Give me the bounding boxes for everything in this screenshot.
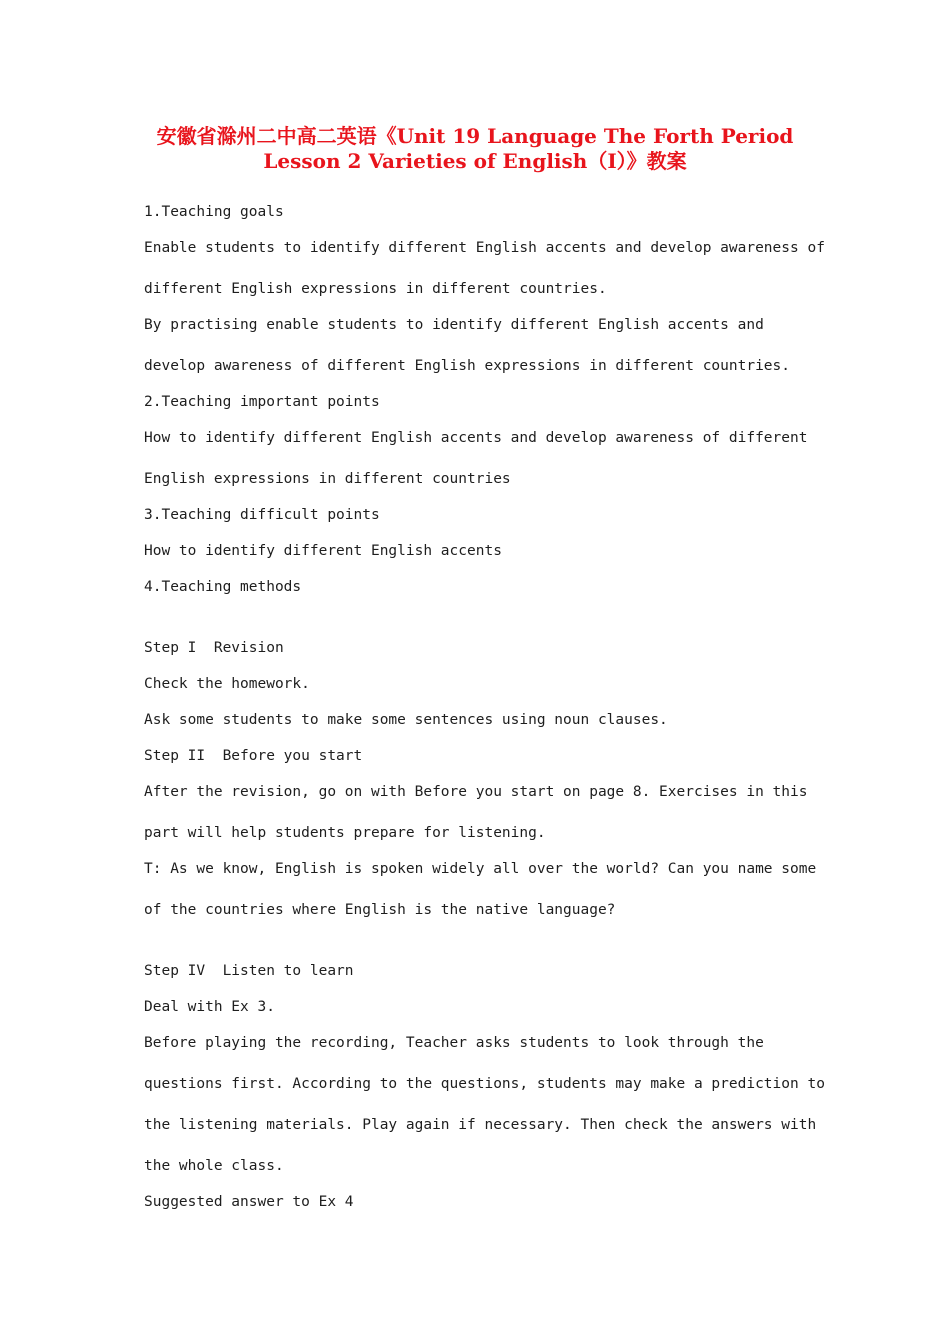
paragraph-line: develop awareness of different English expressions in different countries. [144,358,791,374]
paragraph-line: After the revision, go on with Before you start on page 8. Exercises in this [144,784,808,800]
heading-difficult-points: 3.Teaching difficult points [144,507,380,523]
paragraph-line: Enable students to identify different English accents and develop awareness of [144,240,825,256]
paragraph-line: the whole class. [144,1158,284,1174]
document-title-line-1: 安徽省滁州二中高二英语《Unit 19 Language The Forth Period [156,124,794,148]
step-heading-listen-to-learn: Step IV Listen to learn [144,963,354,979]
document-title-line-2: Lesson 2 Varieties of English（I）》教案 [263,149,687,173]
paragraph-line: Suggested answer to Ex 4 [144,1194,354,1210]
paragraph-line: Check the homework. [144,676,310,692]
step-heading-revision: Step I Revision [144,640,284,656]
paragraph-line: T: As we know, English is spoken widely all over the world? Can you name some [144,861,817,877]
paragraph-line: Before playing the recording, Teacher asks students to look through the [144,1035,764,1051]
paragraph-line: the listening materials. Play again if necessary. Then check the answers with [144,1117,817,1133]
heading-teaching-goals: 1.Teaching goals [144,204,284,220]
paragraph-line: questions first. According to the questions, students may make a prediction to [144,1076,825,1092]
paragraph-line: How to identify different English accents [144,543,502,559]
paragraph-line: Ask some students to make some sentences using noun clauses. [144,712,668,728]
paragraph-line: Deal with Ex 3. [144,999,275,1015]
paragraph-line: How to identify different English accents and develop awareness of different [144,430,808,446]
paragraph-line: English expressions in different countries [144,471,511,487]
paragraph-line: By practising enable students to identify different English accents and [144,317,764,333]
heading-teaching-methods: 4.Teaching methods [144,579,302,595]
paragraph-line: different English expressions in different countries. [144,281,607,297]
step-heading-before-you-start: Step II Before you start [144,748,363,764]
paragraph-line: part will help students prepare for listening. [144,825,546,841]
paragraph-line: of the countries where English is the native language? [144,902,616,918]
heading-important-points: 2.Teaching important points [144,394,380,410]
